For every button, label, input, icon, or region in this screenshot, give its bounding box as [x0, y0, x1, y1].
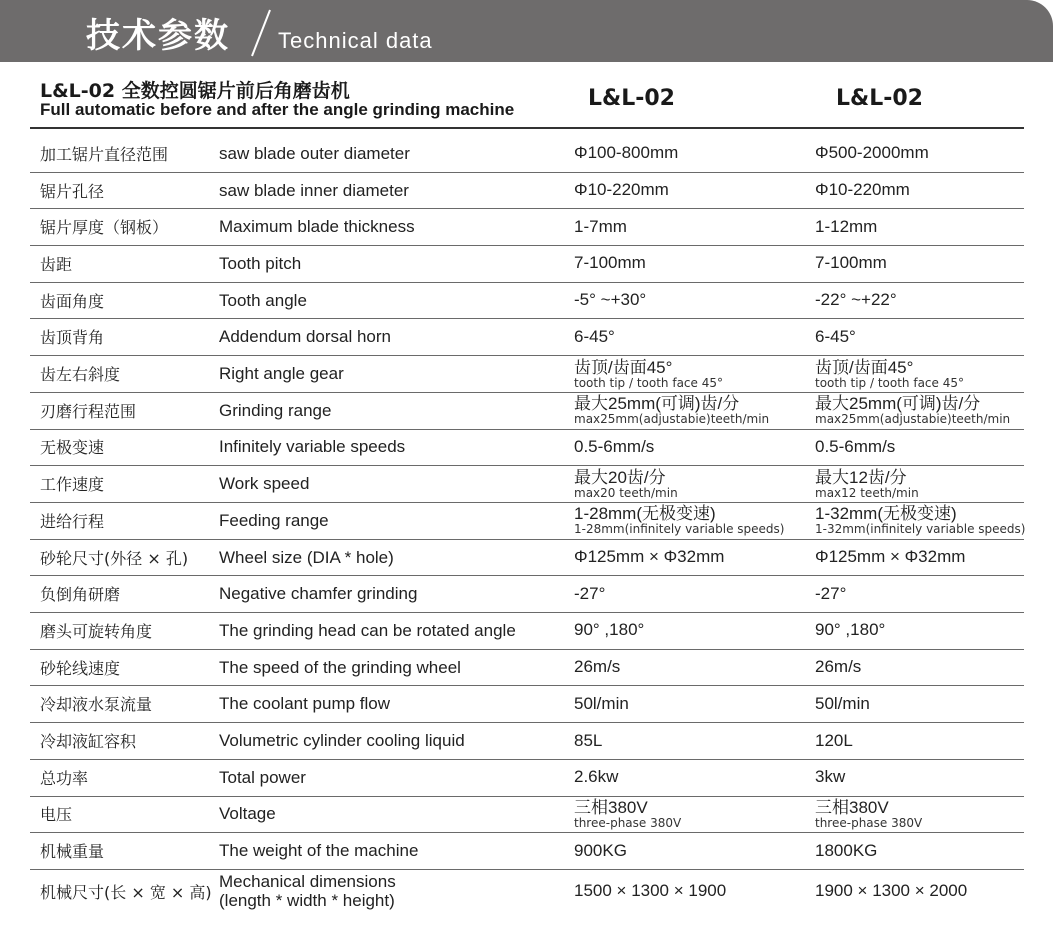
param-name-en: Negative chamfer grinding	[219, 584, 418, 604]
value-main: -22° ~+22°	[815, 290, 897, 310]
value-model-2	[815, 869, 967, 913]
param-name-cn: 砂轮尺寸(外径 × 孔)	[40, 548, 189, 568]
value-model-1	[574, 832, 627, 869]
param-name-cn: 机械重量	[40, 842, 105, 862]
value-model-1	[574, 465, 678, 502]
value-main: 3kw	[815, 767, 846, 787]
param-name-cn: 机械尺寸(长 × 宽 × 高)	[40, 882, 212, 902]
table-row	[30, 208, 1024, 246]
value-main: 7-100mm	[815, 253, 887, 273]
table-row	[30, 429, 1024, 467]
param-name-en: Wheel size (DIA * hole)	[219, 547, 394, 567]
param-name-en: Right angle gear	[219, 364, 344, 384]
param-name-cn: 工作速度	[40, 475, 105, 495]
param-name-en: The coolant pump flow	[219, 694, 391, 714]
value-model-1	[574, 575, 605, 612]
param-name-cn: 齿距	[40, 254, 73, 274]
value-subtext: tooth tip / tooth face 45°	[815, 375, 964, 390]
param-name-en: saw blade inner diameter	[219, 180, 409, 200]
value-subtext: tooth tip / tooth face 45°	[574, 375, 723, 390]
value-model-1	[574, 869, 726, 913]
value-model-1	[574, 539, 724, 576]
value-model-2	[815, 245, 887, 282]
banner-title-cn: 技术参数	[86, 16, 230, 56]
title-banner	[0, 0, 1053, 62]
value-model-2	[815, 502, 1025, 539]
value-main: Φ125mm × Φ32mm	[574, 547, 725, 567]
param-name-en: The weight of the machine	[219, 841, 419, 861]
table-row	[30, 759, 1024, 797]
table-row	[30, 686, 1024, 724]
value-model-2	[815, 282, 897, 319]
table-row	[30, 282, 1024, 320]
table-header	[0, 62, 1053, 128]
param-name-cn: 无极变速	[40, 438, 105, 458]
param-name-cn: 锯片厚度（钢板）	[40, 218, 169, 238]
value-main: 90° ,180°	[815, 620, 886, 640]
value-main: 900KG	[574, 840, 627, 860]
table-row	[30, 612, 1024, 650]
table-row	[30, 355, 1024, 393]
value-main: 6-45°	[574, 326, 615, 346]
value-model-1	[574, 759, 618, 796]
table-row	[30, 502, 1024, 540]
param-name-cn: 齿顶背角	[40, 328, 105, 348]
value-subtext: three-phase 380V	[574, 815, 682, 830]
param-name-cn: 磨头可旋转角度	[40, 621, 153, 641]
value-model-1	[574, 245, 646, 282]
value-model-2	[815, 208, 877, 245]
value-model-1	[574, 429, 654, 466]
param-name-cn: 刃磨行程范围	[40, 401, 137, 421]
param-name-en: The speed of the grinding wheel	[219, 657, 461, 677]
value-main: 50l/min	[574, 693, 629, 713]
value-model-2	[815, 172, 910, 209]
value-main: 85L	[574, 730, 603, 750]
value-main: 1-32mm(无极变速)	[815, 504, 957, 524]
banner-title-en: Technical data	[278, 28, 433, 53]
value-main: 1-28mm(无极变速)	[574, 504, 716, 524]
slash-divider-icon	[250, 8, 272, 58]
param-name-en: Infinitely variable speeds	[219, 437, 406, 457]
param-name-en: Tooth angle	[219, 290, 307, 310]
value-model-2	[815, 759, 845, 796]
table-row	[30, 245, 1024, 283]
param-name-en: Feeding range	[219, 510, 329, 530]
value-main: 26m/s	[574, 657, 621, 677]
value-subtext: max25mm(adjustabie)teeth/min	[574, 412, 770, 427]
value-main: 6-45°	[815, 326, 856, 346]
value-model-2	[815, 135, 929, 172]
table-row	[30, 465, 1024, 503]
value-model-2	[815, 429, 895, 466]
value-model-1	[574, 796, 681, 833]
value-model-2	[815, 832, 877, 869]
value-model-2	[815, 722, 853, 759]
header-divider	[30, 127, 1024, 129]
value-model-2	[815, 465, 919, 502]
value-main: 1900 × 1300 × 2000	[815, 881, 968, 900]
table-row	[30, 796, 1024, 834]
value-model-1	[574, 612, 644, 649]
param-name-en: Maximum blade thickness	[219, 217, 415, 237]
value-main: 最大25mm(可调)齿/分	[815, 394, 981, 414]
param-name-en: Mechanical dimensions (length * width * height)	[219, 872, 396, 910]
value-main: 1800KG	[815, 840, 878, 860]
param-name-en: Voltage	[219, 804, 276, 824]
value-model-2	[815, 796, 922, 833]
value-main: 2.6kw	[574, 767, 619, 787]
param-name-en: The grinding head can be rotated angle	[219, 620, 516, 640]
value-model-1	[574, 392, 769, 429]
param-name-cn: 负倒角研磨	[40, 585, 121, 605]
value-model-2	[815, 612, 885, 649]
value-model-2	[815, 539, 965, 576]
param-name-en: Volumetric cylinder cooling liquid	[219, 731, 465, 751]
param-name-en: Addendum dorsal horn	[219, 327, 392, 347]
param-name-cn: 齿左右斜度	[40, 365, 121, 385]
value-main: 120L	[815, 730, 853, 750]
value-main: 0.5-6mm/s	[574, 436, 655, 456]
table-row	[30, 172, 1024, 210]
machine-title-en: Full automatic before and after the angle grinding machine	[40, 100, 515, 119]
value-main: 齿顶/齿面45°	[574, 357, 673, 377]
value-subtext: 1-32mm(infinitely variable speeds)	[815, 522, 1026, 537]
value-model-2	[815, 355, 964, 392]
table-row	[30, 722, 1024, 760]
value-model-1	[574, 319, 615, 356]
table-row	[30, 649, 1024, 687]
machine-title-cn: L&L-02 全数控圆锯片前后角磨齿机	[40, 80, 350, 102]
table-row	[30, 392, 1024, 430]
param-name-cn: 加工锯片直径范围	[40, 144, 169, 164]
value-main: -27°	[574, 583, 606, 603]
value-main: 7-100mm	[574, 253, 646, 273]
value-subtext: max12 teeth/min	[815, 485, 919, 500]
value-model-1	[574, 502, 784, 539]
value-main: Φ10-220mm	[574, 180, 669, 200]
value-main: 三相380V	[815, 797, 889, 817]
value-main: -5° ~+30°	[574, 290, 647, 310]
value-model-1	[574, 649, 620, 686]
value-subtext: three-phase 380V	[815, 815, 923, 830]
param-name-cn: 砂轮线速度	[40, 658, 121, 678]
value-model-1	[574, 208, 627, 245]
value-main: 26m/s	[815, 657, 862, 677]
param-name-cn: 冷却液水泵流量	[40, 695, 153, 715]
table-row	[30, 832, 1024, 870]
value-main: 最大25mm(可调)齿/分	[574, 394, 740, 414]
value-main: 1-7mm	[574, 216, 627, 236]
value-main: 最大12齿/分	[815, 467, 907, 487]
value-model-1	[574, 282, 646, 319]
value-main: Φ10-220mm	[815, 180, 910, 200]
param-name-en: Grinding range	[219, 400, 332, 420]
value-model-1	[574, 172, 669, 209]
param-name-cn: 齿面角度	[40, 291, 105, 311]
table-row	[30, 135, 1024, 173]
value-main: 50l/min	[815, 693, 870, 713]
value-main: 0.5-6mm/s	[815, 436, 896, 456]
value-model-1	[574, 686, 629, 723]
value-main: 1500 × 1300 × 1900	[574, 881, 727, 900]
table-row	[30, 539, 1024, 577]
param-name-en: Work speed	[219, 474, 310, 494]
value-model-2	[815, 649, 861, 686]
param-name-en: Total power	[219, 767, 306, 787]
param-name-cn: 进给行程	[40, 511, 105, 531]
value-subtext: max20 teeth/min	[574, 485, 678, 500]
value-model-1	[574, 722, 602, 759]
table-row	[30, 575, 1024, 613]
value-main: Φ100-800mm	[574, 143, 679, 163]
value-model-1	[574, 135, 678, 172]
value-model-2	[815, 319, 856, 356]
value-main: 90° ,180°	[574, 620, 645, 640]
value-main: -27°	[815, 583, 847, 603]
model-header-2: L&L-02	[836, 86, 923, 111]
value-main: Φ500-2000mm	[815, 143, 929, 163]
param-name-cn: 冷却液缸容积	[40, 732, 137, 752]
param-name-cn: 锯片孔径	[40, 181, 105, 201]
value-main: 最大20齿/分	[574, 467, 666, 487]
value-main: 齿顶/齿面45°	[815, 357, 914, 377]
value-model-2	[815, 392, 1010, 429]
value-model-2	[815, 575, 846, 612]
value-subtext: 1-28mm(infinitely variable speeds)	[574, 522, 785, 537]
param-name-cn: 总功率	[40, 768, 89, 788]
value-main: 三相380V	[574, 797, 648, 817]
value-subtext: max25mm(adjustabie)teeth/min	[815, 412, 1011, 427]
value-model-1	[574, 355, 723, 392]
value-model-2	[815, 686, 870, 723]
value-main: Φ125mm × Φ32mm	[815, 547, 966, 567]
table-row	[30, 869, 1024, 913]
table-row	[30, 319, 1024, 357]
model-header-1: L&L-02	[588, 86, 675, 111]
param-name-cn: 电压	[40, 805, 73, 825]
param-name-en: saw blade outer diameter	[219, 143, 410, 163]
value-main: 1-12mm	[815, 216, 878, 236]
param-name-en: Tooth pitch	[219, 253, 302, 273]
